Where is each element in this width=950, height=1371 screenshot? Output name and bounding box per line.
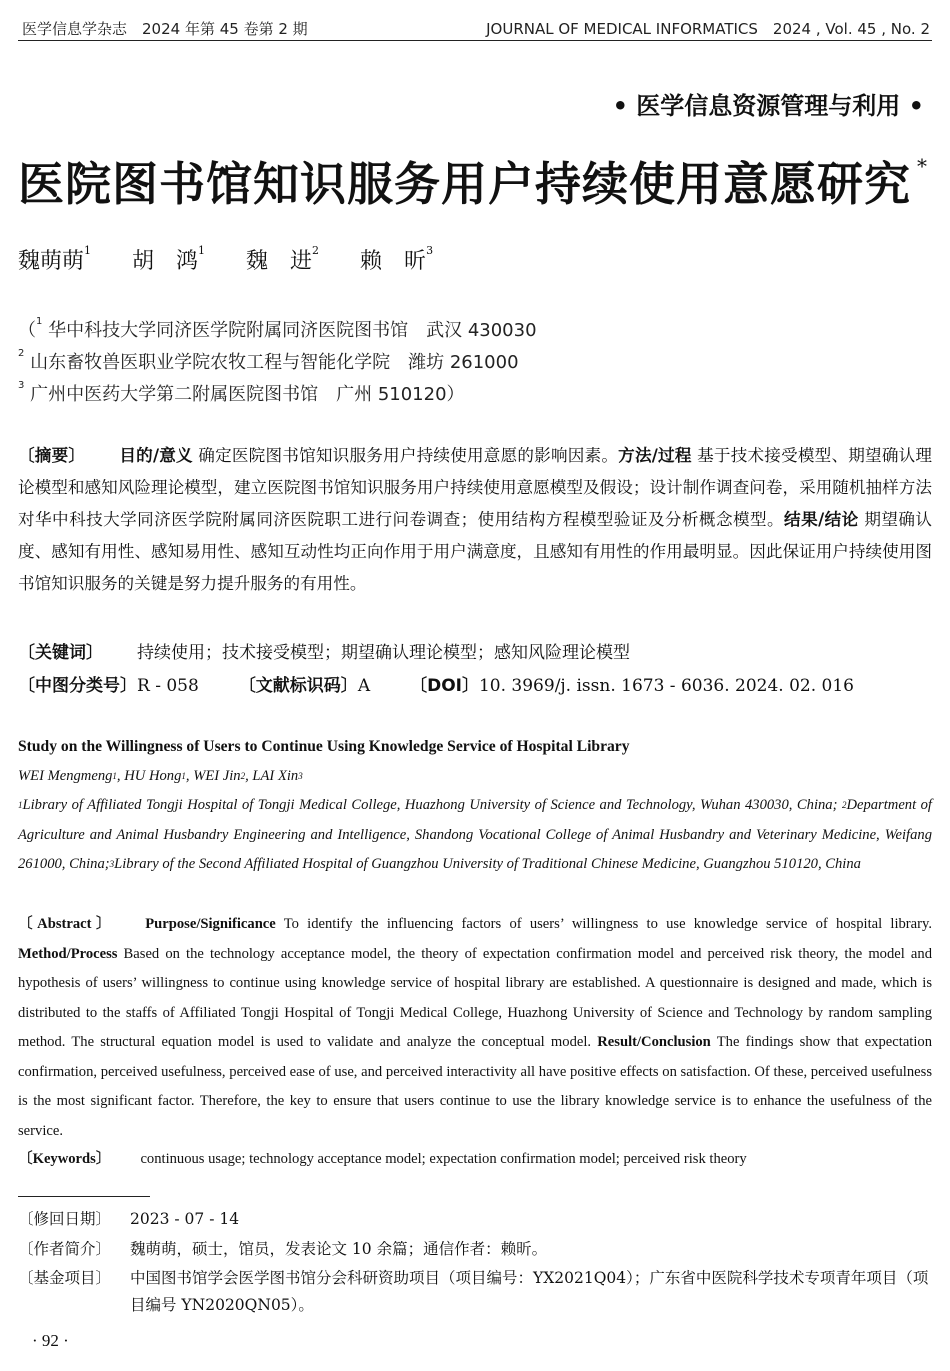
- footnote-revised-date: [18, 1206, 932, 1233]
- footnote-label: 〔修回日期〕: [18, 1210, 112, 1228]
- page-number: · 92 ·: [32, 1331, 69, 1350]
- abstract-en-purpose: To identify the influencing factors of users’ willingness to use knowledge service of hospital library.: [275, 916, 932, 932]
- footnote-value: 中国图书馆学会医学图书馆分会科研资助项目（项目编号：YX2021Q04）；广东省中医院科学技术专项青年项目（项目编号 YN2020QN05）。: [130, 1269, 929, 1314]
- abstract-en-result: The findings show that expectation confirmation, perceived usefulness, perceived ease of use, and perceived interactivity all have positive effects on satisfaction. Of these, perceived usefulness is the most significant factor. Therefore, the key to ensure that users continue to use the library knowledge service is to enhance the usefulness of the service.: [18, 1034, 932, 1139]
- author-affiliation-mark: 1: [84, 244, 92, 257]
- doi-label: 〔DOI〕: [410, 676, 479, 696]
- english-affiliation-2: Department of Agriculture and Animal Husbandry Engineering and Intelligence, Shandong Vocational College of Animal Husbandry and Veterinary Medicine, Weifang 261000, China;: [18, 797, 932, 872]
- author: [18, 244, 92, 274]
- affiliation-prefix: （: [18, 320, 36, 341]
- abstract-zh-heading-result: 结果/结论: [784, 510, 859, 529]
- author-name: 胡 鸿: [132, 249, 199, 274]
- keywords-en-text: continuous usage; technology acceptance model; expectation confirmation model; perceived risk theory: [140, 1151, 747, 1167]
- author-name: 魏 进: [246, 249, 313, 274]
- author: [246, 244, 320, 274]
- english-author-affiliation-mark: 1: [181, 771, 186, 781]
- author-affiliation-mark: 1: [198, 244, 206, 257]
- english-author-affiliation-mark: 1: [112, 771, 117, 781]
- keywords-en: [18, 1145, 932, 1175]
- abstract-en: [18, 910, 932, 1146]
- article-title-text: 医院图书馆知识服务用户持续使用意愿研究: [18, 157, 911, 211]
- affiliation-line: [18, 348, 519, 374]
- english-title: Study on the Willingness of Users to Continue Using Knowledge Service of Hospital Library: [18, 738, 630, 755]
- abstract-en-heading-purpose: Purpose/Significance: [145, 916, 276, 932]
- english-author: LAI Xin: [252, 768, 299, 784]
- abstract-zh-heading-method: 方法/过程: [618, 446, 692, 465]
- abstract-en-heading-result: Result/Conclusion: [597, 1034, 711, 1050]
- doc-code-value: A: [357, 676, 371, 696]
- english-author-affiliation-mark: 3: [298, 771, 303, 781]
- footnote-funding: [18, 1265, 932, 1319]
- author-affiliation-mark: 3: [426, 244, 434, 257]
- abstract-en-label: 〔Abstract〕: [18, 916, 116, 932]
- header-rule: [18, 40, 932, 41]
- classification-row: [18, 671, 854, 696]
- section-heading: • 医学信息资源管理与利用 •: [612, 92, 924, 120]
- affiliation-text: 华中科技大学同济医学院附属同济医院图书馆 武汉 430030: [42, 320, 537, 341]
- english-author: WEI Mengmeng: [18, 768, 113, 784]
- author: [360, 244, 434, 274]
- affiliation-line: [18, 316, 537, 342]
- article-title: [18, 148, 928, 214]
- english-affiliation-number: 3: [109, 859, 115, 869]
- clc-label: 〔中图分类号〕: [18, 676, 137, 696]
- english-affiliation-1: Library of Affiliated Tongji Hospital of Tongji Medical College, Huazhong University of Science and Technology, Wuhan 430030, China;: [22, 797, 838, 813]
- english-affiliation-3: Library of the Second Affiliated Hospital of Guangzhou University of Traditional Chinese Medicine, Guangzhou 510120, China: [114, 856, 861, 872]
- running-header-right: JOURNAL OF MEDICAL INFORMATICS 2024 , Vol. 45 , No. 2: [486, 20, 930, 38]
- keywords-zh-text: 持续使用；技术接受模型；期望确认理论模型；感知风险理论模型: [137, 643, 630, 663]
- footnote-value: 魏萌萌，硕士，馆员，发表论文 10 余篇；通信作者：赖昕。: [130, 1240, 548, 1258]
- english-author: HU Hong: [124, 768, 182, 784]
- english-affiliation-number: 1: [18, 800, 23, 810]
- abstract-zh-result: 期望确认度、感知有用性、感知易用性、感知互动性均正向作用于用户满意度，且感知有用性的作用最明显。因此保证用户持续使用图书馆知识服务的关键是努力提升服务的有用性。: [18, 510, 933, 593]
- author-name: 赖 昕: [360, 249, 427, 274]
- clc-value: R - 058: [137, 676, 199, 696]
- running-header-left: 医学信息学杂志 2024 年第 45 卷第 2 期: [22, 20, 308, 38]
- doc-code-label: 〔文献标识码〕: [238, 676, 358, 696]
- keywords-zh: [18, 638, 630, 663]
- abstract-en-heading-method: Method/Process: [18, 945, 118, 962]
- footnote-rule: [18, 1196, 150, 1197]
- abstract-zh-label: 〔摘要〕: [18, 446, 86, 465]
- footnote-value: 2023 - 07 - 14: [130, 1210, 240, 1228]
- footnote-label: 〔基金项目〕: [18, 1269, 112, 1287]
- author-list: [18, 244, 467, 275]
- english-affiliation-number: 2: [841, 800, 847, 810]
- english-author-list: WEI Mengmeng$^1$, HU Hong$^1$, WEI Jin$^2$, LAI Xin$^3$: [18, 768, 303, 784]
- affiliation-number: 2: [18, 348, 25, 359]
- affiliation-text: 山东畜牧兽医职业学院农牧工程与智能化学院 潍坊 261000: [24, 352, 519, 373]
- doi-value: 10. 3969/j. issn. 1673 - 6036. 2024. 02. 016: [478, 676, 854, 696]
- affiliation-line: [18, 380, 465, 406]
- affiliation-text: 广州中医药大学第二附属医院图书馆 广州 510120）: [24, 384, 465, 405]
- author: [132, 244, 206, 274]
- abstract-zh-heading-purpose: 目的/意义: [119, 446, 193, 465]
- abstract-en-method: Based on the technology acceptance model, the theory of expectation confirmation model and perceived risk theory, the model and hypothesis of users’ willingness to continue using knowledge service of hospital library are established. A questionnaire is designed and made, which is distributed to the staffs of Affiliated Tongji Hospital of Tongji Medical College, Huazhong University of Science and Technology by random sampling method. The structural equation model is used to validate and analyze the conceptual model.: [18, 945, 932, 1050]
- footnote-author-bio: [18, 1236, 932, 1263]
- keywords-en-label: 〔Keywords〕: [18, 1151, 111, 1167]
- author-name: 魏萌萌: [18, 249, 85, 274]
- abstract-zh: [18, 440, 932, 600]
- abstract-zh-method: 基于技术接受模型、期望确认理论模型和感知风险理论模型，建立医院图书馆知识服务用户持续使用意愿模型及假设；设计制作调查问卷，采用随机抽样方法对华中科技大学同济医学院附属同济医院职工进行问卷调查；使用结构方程模型验证及分析概念模型。: [18, 446, 933, 529]
- title-footnote-mark: *: [917, 154, 928, 178]
- english-affiliations: [18, 791, 932, 880]
- keywords-zh-label: 〔关键词〕: [18, 643, 103, 663]
- affiliation-number: 3: [18, 380, 25, 391]
- abstract-zh-purpose: 确定医院图书馆知识服务用户持续使用意愿的影响因素。: [192, 446, 619, 465]
- affiliation-number: 1: [36, 316, 43, 327]
- english-author: WEI Jin: [193, 768, 241, 784]
- english-author-affiliation-mark: 2: [240, 771, 246, 781]
- author-affiliation-mark: 2: [312, 244, 320, 257]
- footnote-label: 〔作者简介〕: [18, 1240, 112, 1258]
